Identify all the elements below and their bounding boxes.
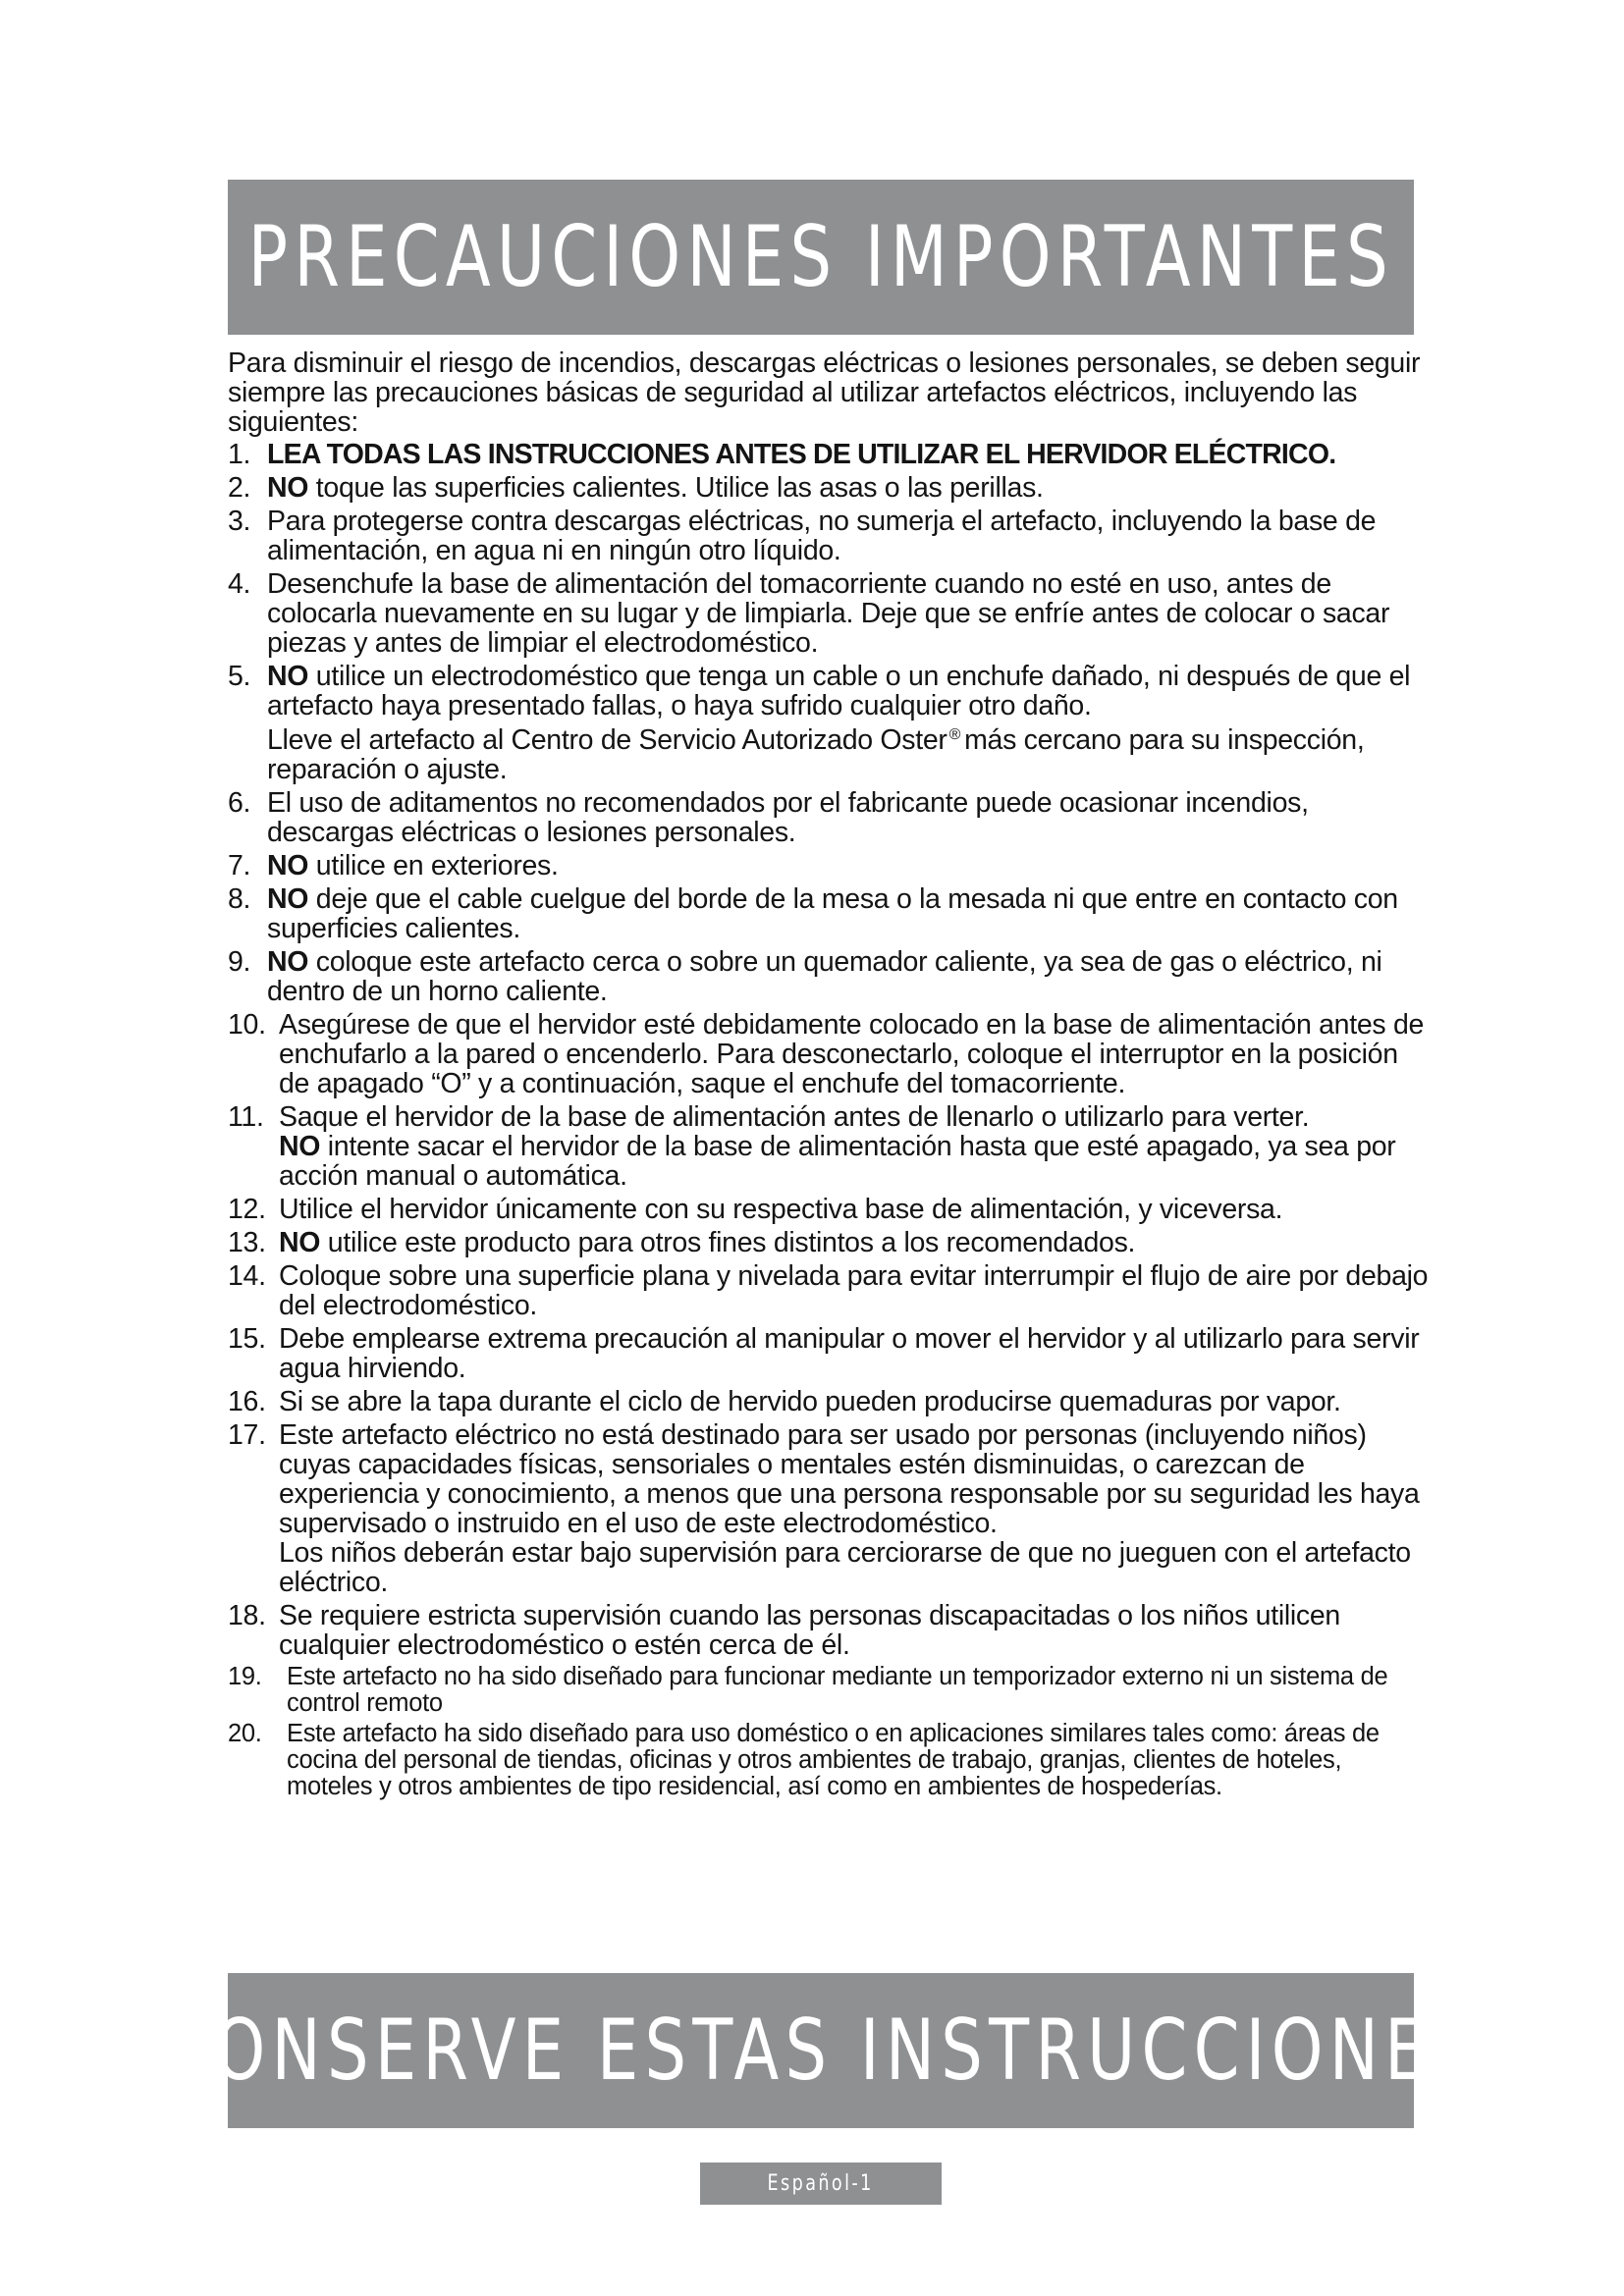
list-item — [228, 1228, 1431, 1257]
list-item — [228, 1261, 1431, 1320]
item-text: Asegúrese de que el hervidor esté debidamente colocado en la base de alimentación antes de enchufarlo a la pared o encenderlo. Para desconectarlo, coloque el interruptor en la posición de apagado “O” y a continuación, saque el enchufe del tomacorriente. — [279, 1009, 1425, 1099]
item-number: 6. — [228, 787, 251, 819]
item-text: Este artefacto ha sido diseñado para uso doméstico o en aplicaciones similares tales como: áreas de cocina del personal de tiendas, oficinas y otros ambientes de trabajo, granjas, clientes de hoteles, moteles y otros ambientes de tipo residencial, así como en ambientes de hospederías. — [287, 1720, 1380, 1800]
item-number: 9. — [228, 946, 251, 978]
item-text: toque las superficies calientes. Utilice las asas o las perillas. — [308, 472, 1044, 504]
item-strong-text: NO — [267, 946, 309, 978]
item-number: 2. — [228, 472, 251, 504]
item-number: 4. — [228, 568, 251, 600]
item-number: 1. — [228, 439, 251, 470]
item-text: utilice un electrodoméstico que tenga un cable o un enchufe dañado, ni después de que el artefacto haya presentado fallas, o haya sufrido cualquier otro daño. — [267, 661, 1411, 721]
item-number: 12. — [228, 1194, 266, 1225]
item-strong-text: NO — [279, 1131, 321, 1162]
list-item — [228, 662, 1431, 784]
list-item — [228, 788, 1431, 847]
item-text: Debe emplearse extrema precaución al manipular o mover el hervidor y al utilizarlo para servir agua hirviendo. — [279, 1323, 1420, 1384]
item-text: Se requiere estricta supervisión cuando las personas discapacitadas o los niños utilicen cualquier electrodoméstico o estén cerca de él. — [279, 1600, 1340, 1661]
list-item — [228, 440, 1431, 469]
list-item — [228, 507, 1431, 565]
item-number: 19. — [228, 1663, 262, 1690]
list-item — [228, 1324, 1431, 1383]
item-number: 20. — [228, 1720, 262, 1747]
item-text: coloque este artefacto cerca o sobre un quemador caliente, ya sea de gas o eléctrico, ni dentro de un horno caliente. — [267, 946, 1382, 1007]
list-item — [228, 1420, 1431, 1597]
list-item — [228, 1664, 1431, 1717]
item-number: 16. — [228, 1386, 266, 1417]
intro-paragraph: Para disminuir el riesgo de incendios, descargas eléctricas o lesiones personales, se deben seguir siempre las precauciones básicas de seguridad al utilizar artefactos eléctricos, incluyendo las siguientes: — [228, 347, 1421, 438]
item-text-continued: Lleve el artefacto al Centro de Servicio Autorizado Oster — [267, 724, 947, 756]
item-number: 8. — [228, 883, 251, 915]
page-number-tab — [700, 2163, 942, 2205]
item-strong-text: NO — [267, 661, 309, 692]
item-number: 7. — [228, 850, 251, 881]
registered-mark: ® — [948, 726, 961, 743]
item-text: utilice este producto para otros fines distintos a los recomendados. — [320, 1227, 1136, 1258]
list-item — [228, 1387, 1431, 1416]
item-strong-text: NO — [267, 883, 309, 915]
list-item — [228, 1721, 1431, 1800]
item-number: 13. — [228, 1227, 266, 1258]
list-item — [228, 884, 1431, 943]
item-text: Si se abre la tapa durante el ciclo de hervido pueden producirse quemaduras por vapor. — [279, 1386, 1341, 1417]
item-number: 5. — [228, 661, 251, 692]
page-title: PRECAUCIONES IMPORTANTES — [247, 208, 1394, 306]
list-item — [228, 851, 1431, 881]
list-item — [228, 473, 1431, 503]
item-strong-text: LEA TODAS LAS INSTRUCCIONES ANTES DE UTILIZAR EL HERVIDOR ELÉCTRICO. — [267, 439, 1336, 470]
item-text: El uso de aditamentos no recomendados por el fabricante puede ocasionar incendios, descargas eléctricas o lesiones personales. — [267, 787, 1309, 848]
item-text: Saque el hervidor de la base de alimentación antes de llenarlo o utilizarlo para verter. — [279, 1101, 1310, 1133]
item-text: deje que el cable cuelgue del borde de la mesa o la mesada ni que entre en contacto con superficies calientes. — [267, 883, 1398, 944]
item-text: Utilice el hervidor únicamente con su respectiva base de alimentación, y viceversa. — [279, 1194, 1283, 1225]
list-item — [228, 1195, 1431, 1224]
list-item — [228, 1010, 1431, 1098]
item-text-continued: intente sacar el hervidor de la base de alimentación hasta que esté apagado, ya sea por acción manual o automática. — [279, 1131, 1396, 1192]
list-item — [228, 1601, 1431, 1660]
item-text: Este artefacto eléctrico no está destinado para ser usado por personas (incluyendo niños) cuyas capacidades físicas, sensoriales o mentales estén disminuidas, o carezcan de experiencia y conocimiento, a menos que una persona responsable por su seguridad les haya supervisado o instruido en el uso de este electrodoméstico. — [279, 1419, 1420, 1539]
item-number: 17. — [228, 1419, 266, 1451]
item-number: 15. — [228, 1323, 266, 1355]
item-number: 14. — [228, 1260, 266, 1292]
item-number: 3. — [228, 506, 251, 537]
item-text: Coloque sobre una superficie plana y nivelada para evitar interrumpir el flujo de aire por debajo del electrodoméstico. — [279, 1260, 1429, 1321]
precautions-content — [228, 348, 1431, 1804]
item-number: 11. — [228, 1101, 264, 1133]
item-strong-text: NO — [279, 1227, 321, 1258]
item-number: 10. — [228, 1009, 266, 1041]
list-item — [228, 1102, 1431, 1191]
item-strong-text: NO — [267, 472, 309, 504]
list-item — [228, 569, 1431, 658]
item-text-continued-end: más cercano para su inspección, reparación o ajuste. — [267, 724, 1365, 785]
item-text: Este artefacto no ha sido diseñado para funcionar mediante un temporizador externo ni un sistema de control remoto — [287, 1663, 1388, 1717]
item-text: utilice en exteriores. — [308, 850, 559, 881]
page-label: Español-1 — [767, 2171, 875, 2196]
header-banner — [228, 180, 1414, 335]
item-text: Para protegerse contra descargas eléctricas, no sumerja el artefacto, incluyendo la base de alimentación, en agua ni en ningún otro líquido. — [267, 506, 1377, 566]
list-item — [228, 947, 1431, 1006]
item-text-continued: Los niños deberán estar bajo supervisión para cerciorarse de que no jueguen con el artefacto eléctrico. — [279, 1537, 1411, 1598]
item-number: 18. — [228, 1600, 266, 1631]
item-text: Desenchufe la base de alimentación del tomacorriente cuando no esté en uso, antes de colocarla nuevamente en su lugar y de limpiarla. Deje que se enfríe antes de colocar o sacar piezas y antes de limpiar el electrodoméstico. — [267, 568, 1390, 659]
item-strong-text: NO — [267, 850, 309, 881]
save-instructions-title: CONSERVE ESTAS INSTRUCCIONES — [161, 2002, 1481, 2100]
footer-banner — [161, 1973, 1481, 2128]
